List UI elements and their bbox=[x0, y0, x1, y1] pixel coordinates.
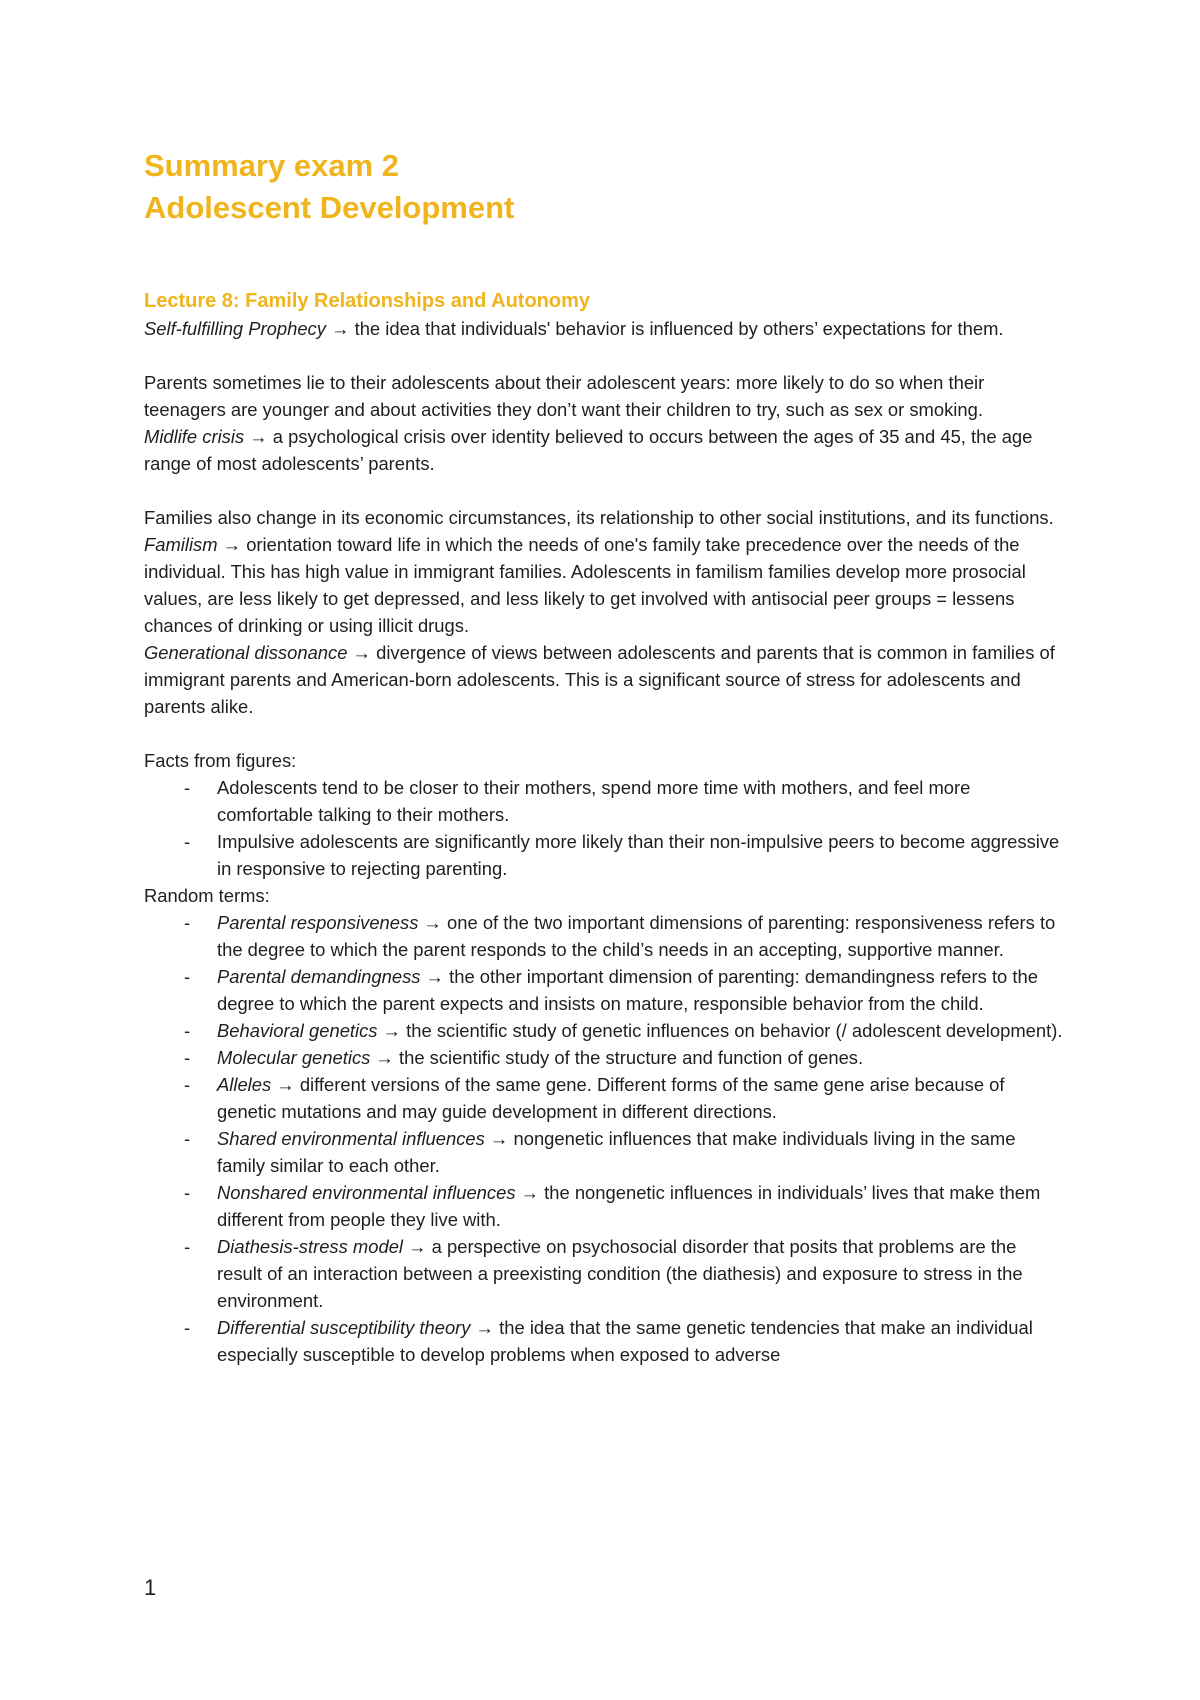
dash-bullet-icon: - bbox=[184, 912, 191, 933]
list-item bbox=[144, 828, 1064, 882]
definition-text: a psychological crisis over identity believed to occurs between the ages of 35 and 45, the age range of most adolescents’ parents. bbox=[144, 426, 1033, 474]
definition-text: nongenetic influences that make individuals living in the same family similar to each other. bbox=[217, 1128, 1016, 1176]
paragraph-families-change: Families also change in its economic circumstances, its relationship to other social institutions, and its functions. bbox=[144, 507, 1054, 528]
dash-bullet-icon: - bbox=[184, 1074, 191, 1095]
paragraph-parents-lie: Parents sometimes lie to their adolescents about their adolescent years: more likely to do so when their teenagers are younger and about activities they don’t want their children to try, such as sex or smoking. bbox=[144, 372, 985, 420]
definition-text: orientation toward life in which the needs of one's family take precedence over the needs of the individual. This has high value in immigrant families. Adolescents in familism families develop more prosocial values, are less likely to get depressed, and less likely to get involved with antisocial peer groups = lessens chances of drinking or using illicit drugs. bbox=[144, 534, 1026, 636]
definition-text: the scientific study of genetic influences on behavior (/ adolescent development). bbox=[406, 1020, 1063, 1041]
arrow-icon: → bbox=[423, 912, 442, 933]
term-label: Self-fulfilling Prophecy bbox=[144, 318, 326, 339]
list-item bbox=[144, 1233, 1064, 1314]
arrow-icon: → bbox=[352, 642, 371, 663]
term-label: Generational dissonance bbox=[144, 642, 348, 663]
lecture-heading: Lecture 8: Family Relationships and Autonomy bbox=[144, 290, 590, 312]
arrow-icon: → bbox=[375, 1047, 394, 1068]
list-item-text: Impulsive adolescents are significantly more likely than their non-impulsive peers to become aggressive in responsive to rejecting parenting. bbox=[217, 831, 1060, 879]
term-label: Familism bbox=[144, 534, 218, 555]
page-number: 1 bbox=[144, 1575, 157, 1600]
arrow-icon: → bbox=[475, 1317, 495, 1338]
definition-text: one of the two important dimensions of parenting: responsiveness refers to the degree to which the parent responds to the child’s needs in an accepting, supportive manner. bbox=[217, 912, 1056, 960]
arrow-icon: → bbox=[331, 318, 350, 339]
arrow-icon: → bbox=[249, 426, 268, 447]
term-label: Differential susceptibility theory bbox=[217, 1317, 471, 1338]
list-item bbox=[144, 909, 1064, 963]
definition-text: the scientific study of the structure and function of genes. bbox=[398, 1047, 864, 1068]
term-label: Molecular genetics bbox=[217, 1047, 371, 1068]
arrow-icon: → bbox=[520, 1182, 540, 1203]
list-item bbox=[144, 963, 1064, 1017]
definition-text: a perspective on psychosocial disorder that posits that problems are the result of an interaction between a preexisting condition (the diathesis) and exposure to stress in the environment. bbox=[217, 1236, 1023, 1311]
paragraph-generational-dissonance bbox=[144, 639, 1064, 720]
dash-bullet-icon: - bbox=[184, 1020, 191, 1041]
list-item bbox=[144, 1179, 1064, 1233]
arrow-icon: → bbox=[408, 1236, 427, 1257]
list-item bbox=[144, 1017, 1064, 1044]
terms-list bbox=[144, 909, 1064, 1368]
facts-list bbox=[144, 774, 1064, 882]
definition-text: divergence of views between adolescents and parents that is common in families of immigrant parents and American-born adolescents. This is a significant source of stress for adolescents and parents alike. bbox=[144, 642, 1055, 717]
arrow-icon: → bbox=[222, 534, 242, 555]
facts-heading: Facts from figures: bbox=[144, 750, 297, 771]
dash-bullet-icon: - bbox=[184, 1236, 191, 1257]
dash-bullet-icon: - bbox=[184, 1182, 191, 1203]
list-item bbox=[144, 1314, 1064, 1368]
dash-bullet-icon: - bbox=[184, 831, 191, 852]
list-item bbox=[144, 1071, 1064, 1125]
arrow-icon: → bbox=[382, 1020, 402, 1041]
list-item bbox=[144, 774, 1064, 828]
dash-bullet-icon: - bbox=[184, 1047, 191, 1068]
definition-text: the idea that individuals' behavior is influenced by others’ expectations for them. bbox=[354, 318, 1004, 339]
term-label: Parental demandingness bbox=[217, 966, 421, 987]
list-item bbox=[144, 1044, 1064, 1071]
dash-bullet-icon: - bbox=[184, 1128, 191, 1149]
dash-bullet-icon: - bbox=[184, 777, 191, 798]
term-label: Diathesis-stress model bbox=[217, 1236, 404, 1257]
term-label: Shared environmental influences bbox=[217, 1128, 485, 1149]
doc-title: Summary exam 2 bbox=[144, 148, 400, 183]
page-content bbox=[144, 146, 1064, 1368]
paragraph-familism bbox=[144, 531, 1064, 639]
term-label: Parental responsiveness bbox=[217, 912, 419, 933]
term-label: Nonshared environmental influences bbox=[217, 1182, 516, 1203]
arrow-icon: → bbox=[276, 1074, 295, 1095]
list-item-text: Adolescents tend to be closer to their mothers, spend more time with mothers, and feel more comfortable talking to their mothers. bbox=[217, 777, 971, 825]
term-label: Alleles bbox=[217, 1074, 272, 1095]
terms-heading: Random terms: bbox=[144, 885, 270, 906]
paragraph-self-fulfilling-prophecy bbox=[144, 315, 1064, 342]
definition-text: the idea that the same genetic tendencies that make an individual especially susceptible to develop problems when exposed to adverse bbox=[217, 1317, 1033, 1365]
paragraph-midlife-crisis bbox=[144, 423, 1064, 477]
arrow-icon: → bbox=[489, 1128, 509, 1149]
definition-text: the other important dimension of parenting: demandingness refers to the degree to which the parent expects and insists on mature, responsible behavior from the child. bbox=[217, 966, 1038, 1014]
arrow-icon: → bbox=[425, 966, 444, 987]
dash-bullet-icon: - bbox=[184, 1317, 191, 1338]
definition-text: the nongenetic influences in individuals’ lives that make them different from people they live with. bbox=[217, 1182, 1041, 1230]
term-label: Midlife crisis bbox=[144, 426, 245, 447]
definition-text: different versions of the same gene. Different forms of the same gene arise because of genetic mutations and may guide development in different directions. bbox=[217, 1074, 1005, 1122]
list-item bbox=[144, 1125, 1064, 1179]
term-label: Behavioral genetics bbox=[217, 1020, 378, 1041]
doc-subtitle: Adolescent Development bbox=[144, 190, 515, 225]
dash-bullet-icon: - bbox=[184, 966, 191, 987]
